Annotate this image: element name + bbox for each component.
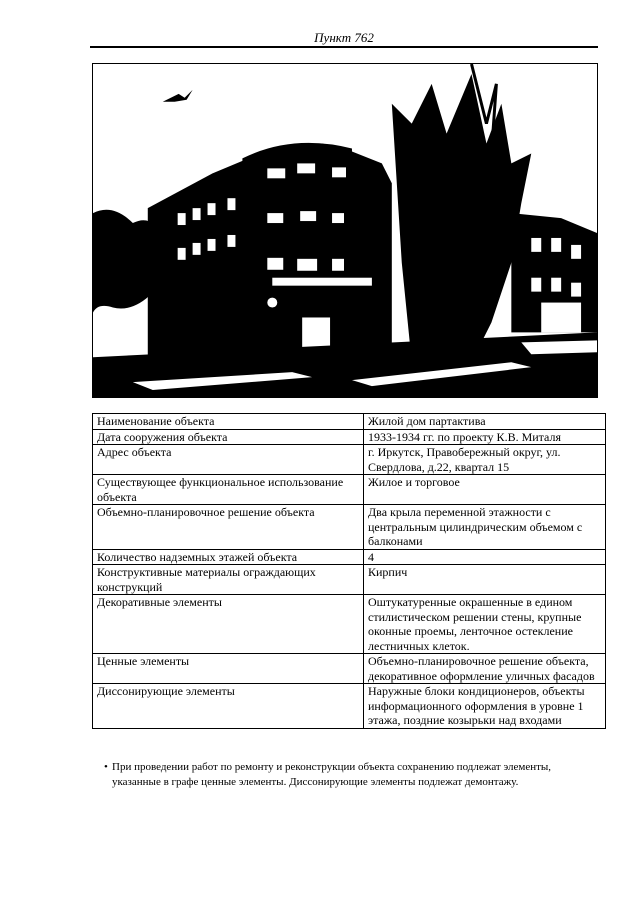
table-key: Диссонирующие элементы [93, 684, 364, 729]
table-row [93, 565, 606, 595]
table-key: Дата сооружения объекта [93, 429, 364, 445]
page-title: Пункт 762 [314, 30, 374, 45]
table-value: Наружные блоки кондиционеров, объекты информационного оформления в уровне 1 этажа, поздние козырьки над входами [364, 684, 606, 729]
table-row [93, 429, 606, 445]
table-key: Объемно-планировочное решение объекта [93, 505, 364, 550]
header-divider [90, 46, 598, 48]
table-value: г. Иркутск, Правобережный округ, ул. Свердлова, д.22, квартал 15 [364, 445, 606, 475]
object-info-table [92, 413, 606, 729]
table-row [93, 414, 606, 430]
table-value: 4 [364, 549, 606, 565]
table-value: Два крыла переменной этажности с центральным цилиндрическим объемом с балконами [364, 505, 606, 550]
table-value: Кирпич [364, 565, 606, 595]
preservation-note [104, 760, 582, 790]
table-row [93, 505, 606, 550]
table-value: Жилой дом партактива [364, 414, 606, 430]
table-row [93, 445, 606, 475]
note-text: При проведении работ по ремонту и реконструкции объекта сохранению подлежат элементы, указанные в графе ценные элементы. Диссонирующие элементы подлежат демонтажу. [112, 761, 552, 788]
table-key: Наименование объекта [93, 414, 364, 430]
table-row [93, 475, 606, 505]
table-row [93, 595, 606, 654]
building-photo-icon [93, 64, 597, 397]
table-row [93, 654, 606, 684]
table-key: Существующее функциональное использование объекта [93, 475, 364, 505]
building-photo [92, 63, 598, 398]
table-value: 1933-1934 гг. по проекту К.В. Миталя [364, 429, 606, 445]
table-key: Конструктивные материалы ограждающих конструкций [93, 565, 364, 595]
table-value: Оштукатуренные окрашенные в едином стилистическом решении стены, крупные оконные проемы, ленточное остекление лестничных клеток. [364, 595, 606, 654]
bullet-icon: • [104, 761, 108, 773]
table-key: Количество надземных этажей объекта [93, 549, 364, 565]
table-key: Ценные элементы [93, 654, 364, 684]
table-value: Объемно-планировочное решение объекта, декоративное оформление уличных фасадов [364, 654, 606, 684]
table-key: Адрес объекта [93, 445, 364, 475]
table-key: Декоративные элементы [93, 595, 364, 654]
table-value: Жилое и торговое [364, 475, 606, 505]
table-row [93, 684, 606, 729]
table-row [93, 549, 606, 565]
